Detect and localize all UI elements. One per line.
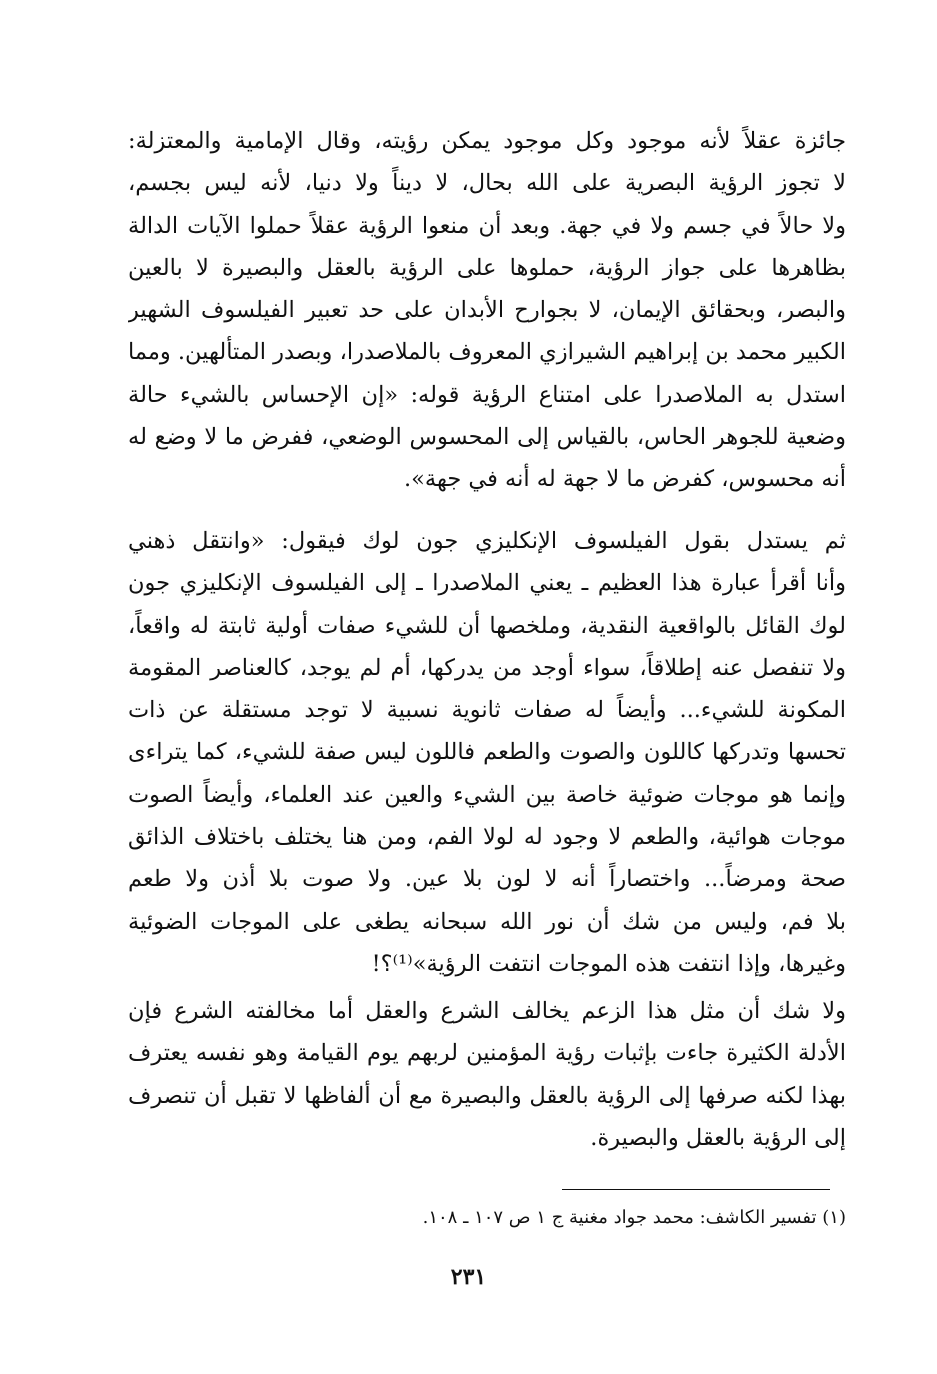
- text-line: وإنما هو موجات ضوئية خاصة بين الشيء والعين عند العلماء، وأيضاً الصوت: [128, 781, 846, 808]
- text-line: لا تجوز الرؤية البصرية على الله بحال، لا ديناً ولا دنيا، لأنه ليس بجسم،: [128, 170, 846, 197]
- footnote-divider: [562, 1189, 830, 1190]
- paragraph-2: [128, 520, 846, 985]
- text-line: أنه محسوس، كفرض ما لا جهة له أنه في جهة».: [403, 466, 846, 493]
- text-line: وغيرها، وإذا انتفت هذه الموجات انتفت الرؤية»⁽¹⁾؟!: [371, 950, 846, 977]
- text-line: والبصر، وبحقائق الإيمان، لا بجوارح الأبدان على حد تعبير الفيلسوف الشهير: [128, 297, 846, 324]
- text-line: وأنا أقرأ عبارة هذا العظيم ـ يعني الملاصدرا ـ إلى الفيلسوف الإنكليزي جون: [128, 570, 846, 597]
- text-line: بظاهرها على جواز الرؤية، حملوها على الرؤية بالعقل والبصيرة لا بالعين: [128, 254, 846, 281]
- page-number: ٢٣١: [450, 1264, 487, 1290]
- text-line: ثم يستدل بقول الفيلسوف الإنكليزي جون لوك فيقول: «وانتقل ذهني: [128, 528, 846, 554]
- paragraph-1: [128, 120, 846, 501]
- text-line: موجات هوائية، والطعم لا وجود له لولا الفم، ومن هنا يختلف باختلاف الذائق: [128, 824, 846, 851]
- text-line: الأدلة الكثيرة جاءت بإثبات رؤية المؤمنين لربهم يوم القيامة وهو نفسه يعترف: [128, 1040, 846, 1067]
- text-line: استدل به الملاصدرا على امتناع الرؤية قوله: «إن الإحساس بالشيء حالة: [128, 381, 846, 408]
- text-line: ولا حالاً في جسم ولا في جهة. وبعد أن منعوا الرؤية عقلاً حملوا الآيات الدالة: [128, 212, 846, 239]
- text-line: صحة ومرضاً... واختصاراً أنه لا لون بلا عين. ولا صوت بلا أذن ولا طعم: [128, 866, 846, 893]
- text-line: بلا فم، وليس من شك أن نور الله سبحانه يطغى على الموجات الضوئية: [128, 908, 846, 935]
- text-line: إلى الرؤية بالعقل والبصيرة.: [590, 1124, 846, 1151]
- footnote: (١) تفسير الكاشف: محمد جواد مغنية ج ١ ص ١٠٧ ـ ١٠٨.: [422, 1207, 846, 1228]
- paragraph-3: [128, 990, 846, 1159]
- text-line: بهذا لكنه صرفها إلى الرؤية بالعقل والبصيرة مع أن ألفاظها لا تقبل أن تنصرف: [128, 1082, 846, 1109]
- text-line: الكبير محمد بن إبراهيم الشيرازي المعروف بالملاصدرا، وبصدر المتألهين. ومما: [128, 339, 846, 366]
- text-line: لوك القائل بالواقعية النقدية، وملخصها أن للشيء صفات أولية ثابتة له واقعاً،: [128, 612, 846, 639]
- text-line: وضعية للجوهر الحاس، بالقياس إلى المحسوس الوضعي، ففرض ما لا وضع له: [128, 424, 846, 451]
- text-line: جائزة عقلاً لأنه موجود وكل موجود يمكن رؤيته، وقال الإمامية والمعتزلة:: [128, 128, 846, 154]
- text-line: تحسها وتدركها كاللون والصوت والطعم فاللون ليس صفة للشيء، كما يتراءى: [128, 739, 846, 766]
- text-line: ولا شك أن مثل هذا الزعم يخالف الشرع والعقل أما مخالفته الشرع فإن: [128, 998, 846, 1024]
- text-line: ولا تنفصل عنه إطلاقاً، سواء أوجد من يدركها، أم لم يوجد، كالعناصر المقومة: [128, 654, 846, 681]
- text-line: المكونة للشيء... وأيضاً له صفات ثانوية نسبية لا توجد مستقلة عن ذات: [128, 697, 846, 724]
